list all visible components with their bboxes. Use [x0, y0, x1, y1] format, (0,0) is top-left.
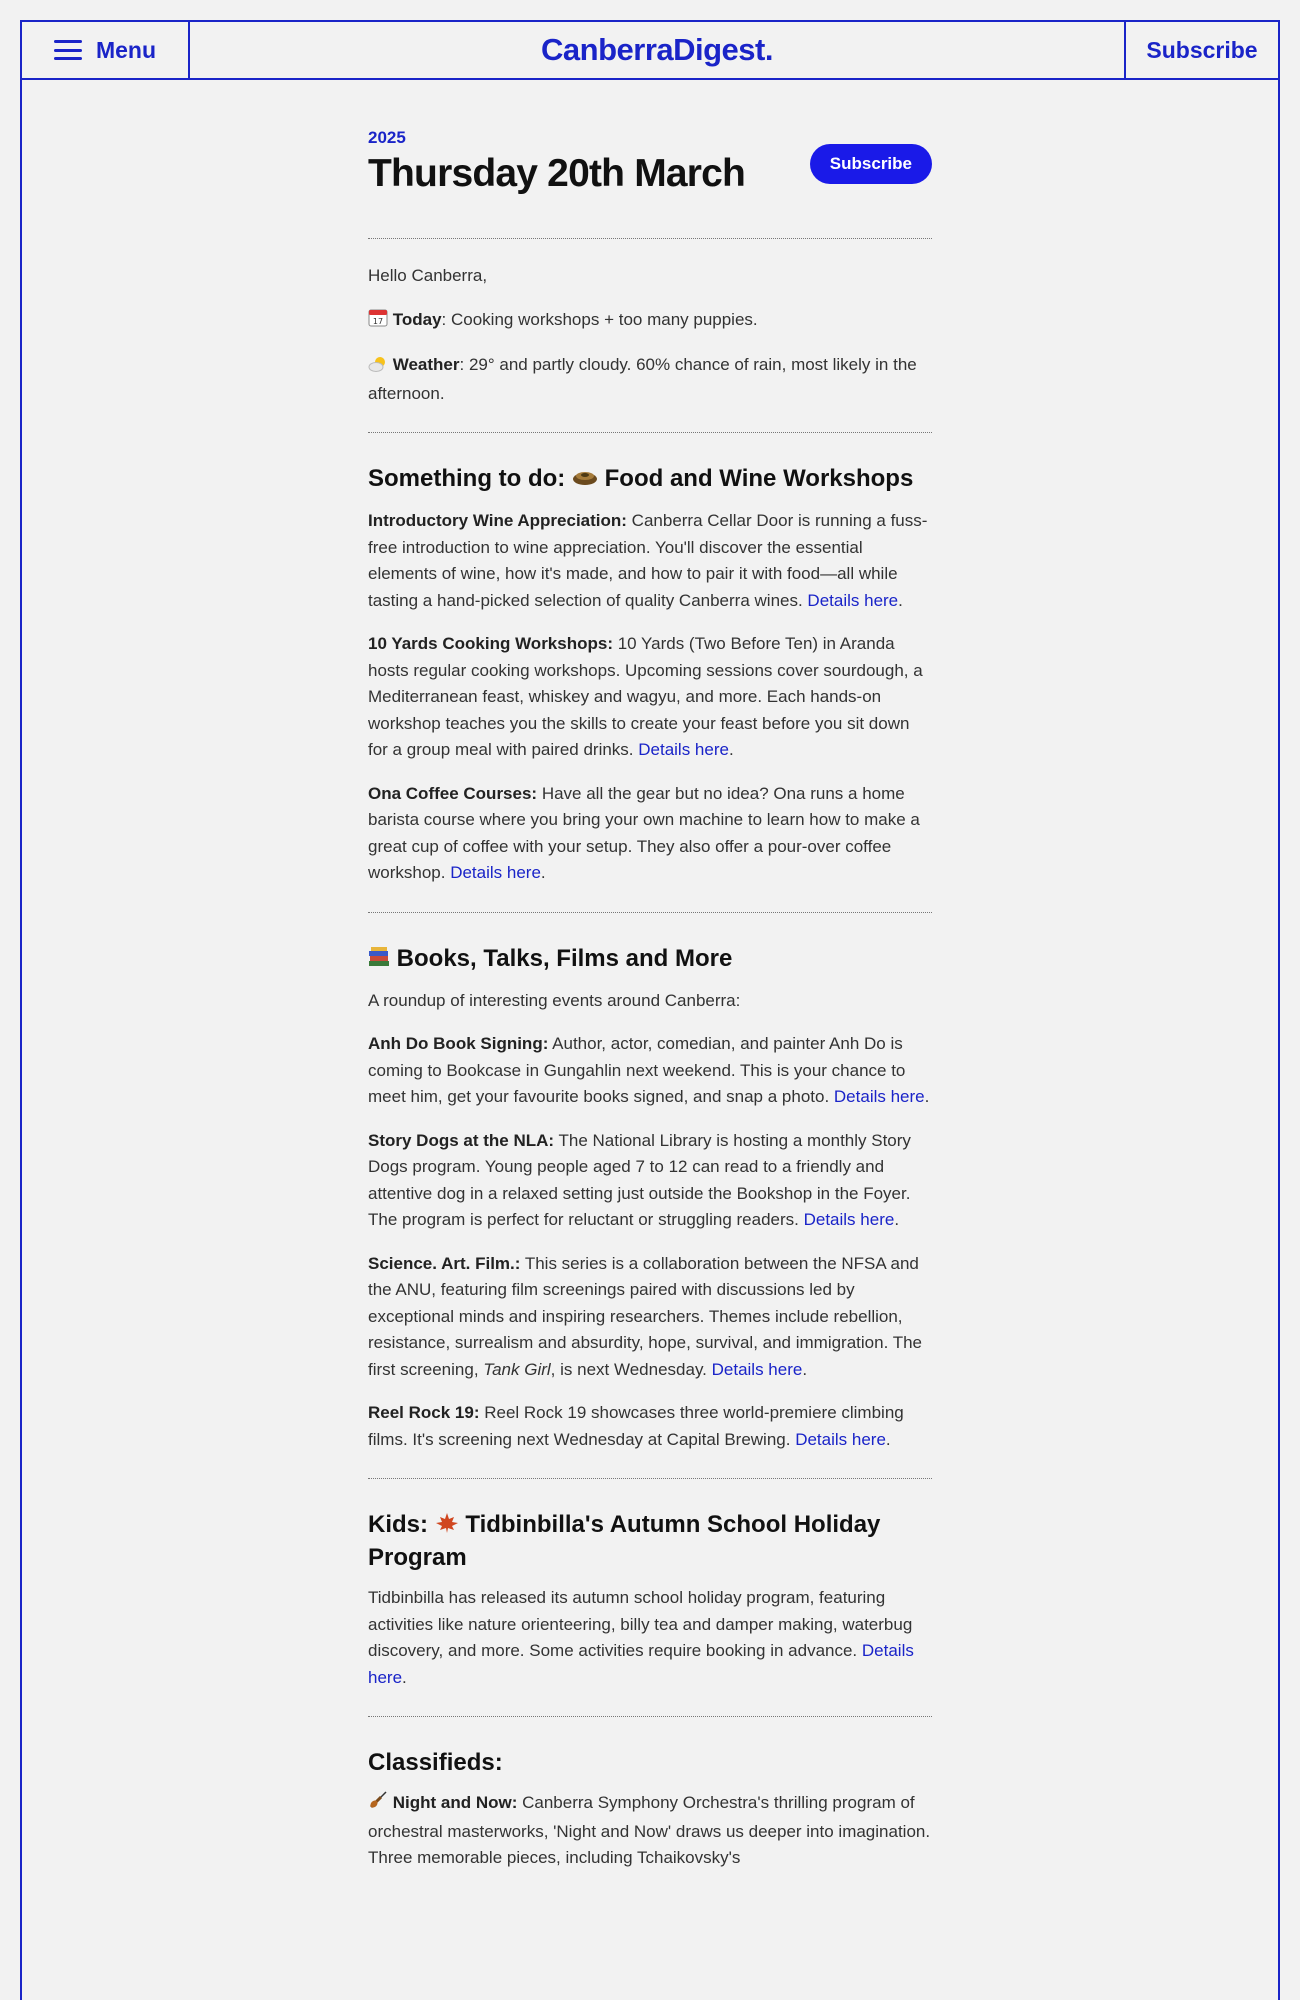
- event-item: Reel Rock 19: Reel Rock 19 showcases three world-premiere climbing films. It's screening next Wednesday at Capital Brewing. Details here.: [368, 1403, 904, 1449]
- subscribe-button[interactable]: Subscribe: [810, 144, 932, 184]
- food-item: 10 Yards Cooking Workshops: 10 Yards (Two Before Ten) in Aranda hosts regular cooking workshops. Upcoming sessions cover sourdough, a Mediterranean feast, whiskey and wagyu, and more. Each hands-on workshop teaches you the skills to create your feast before you sit down for a group meal with paired drinks. Details here.: [368, 634, 923, 759]
- food-item: Introductory Wine Appreciation: Canberra Cellar Door is running a fuss-free introduction to wine appreciation. You'll discover the essential elements of wine, how it's made, and how to pair it with food—all while tasting a hand-picked selection of quality Canberra wines. Details here.: [368, 511, 928, 610]
- kids-heading-suffix: Tidbinbilla's Autumn School Holiday Program: [368, 1511, 881, 1571]
- event-text: The National Library is hosting a monthly Story Dogs program. Young people aged 7 to 12 can read to a friendly and attentive dog in a relaxed setting just outside the Bookshop in the Foyer. The program is perfect for reluctant or struggling readers.: [368, 1130, 911, 1229]
- books-heading-text: Books, Talks, Films and More: [390, 944, 733, 972]
- food-item-label: 10 Yards Cooking Workshops:: [368, 634, 613, 653]
- kids-heading-prefix: Kids:: [368, 1511, 435, 1538]
- food-heading-suffix: Food and Wine Workshops: [597, 465, 914, 492]
- details-link[interactable]: Details here: [795, 1429, 886, 1449]
- classified-text: Canberra Symphony Orchestra's thrilling program of orchestral masterworks, 'Night and Now' draws us deeper into imagination. Three memorable pieces, including Tchaikovsky's: [368, 1793, 931, 1867]
- food-item: Ona Coffee Courses: Have all the gear but no idea? Ona runs a home barista course where you bring your own machine to learn how to make a great cup of coffee with your setup. They also offer a pour-over coffee workshop. Details here.: [368, 783, 920, 882]
- event-text: Reel Rock 19 showcases three world-premiere climbing films. It's screening next Wednesday at Capital Brewing.: [368, 1403, 904, 1449]
- details-link[interactable]: Details here: [368, 1641, 914, 1687]
- food-item-text: 10 Yards (Two Before Ten) in Aranda hosts regular cooking workshops. Upcoming sessions cover sourdough, a Mediterranean feast, whiskey and wagyu, and more. Each hands-on workshop teaches you the skills to create your feast before you sit down for a group meal with paired drinks.: [368, 634, 923, 759]
- details-link[interactable]: Details here: [833, 1087, 925, 1106]
- page-title: Thursday 20th March: [368, 152, 746, 195]
- books-icon: [368, 945, 390, 976]
- food-item-label: Ona Coffee Courses:: [368, 783, 538, 803]
- event-item: Science. Art. Film.: This series is a collaboration between the NFSA and the ANU, featuring film screenings paired with discussions led by exceptional minds and inspiring researchers. Themes include rebellion, resistance, surrealism and absurdity, hope, survival, and immigration. The first screening, Tank Girl, is next Wednesday. Details here.: [368, 1253, 923, 1379]
- greeting: Hello Canberra,: [368, 266, 488, 285]
- weather-text: : 29° and partly cloudy. 60% chance of rain, most likely in the afternoon.: [368, 355, 917, 403]
- hamburger-icon: [54, 40, 82, 60]
- dumpling-bowl-icon: [572, 465, 598, 496]
- food-item-label: Introductory Wine Appreciation:: [368, 511, 627, 530]
- classifieds-heading: Classifieds:: [368, 1749, 503, 1776]
- newsletter-content: [368, 128, 932, 1897]
- food-section: [368, 433, 932, 912]
- details-link[interactable]: Details here: [807, 590, 899, 610]
- event-item: Story Dogs at the NLA: The National Library is hosting a monthly Story Dogs program. Young people aged 7 to 12 can read to a friendly and attentive dog in a relaxed setting just outside the Bookshop in the Foyer. The program is perfect for reluctant or struggling readers. Details here.: [368, 1130, 911, 1229]
- details-link[interactable]: Details here: [450, 863, 541, 882]
- event-text: This series is a collaboration between the NFSA and the ANU, featuring film screenings paired with discussions led by exceptional minds and inspiring researchers. Themes include rebellion, resistance, surrealism and absurdity, hope, survival, and immigration. The first screening,: [368, 1253, 923, 1379]
- classified-item: [368, 1790, 932, 1872]
- food-item-text: Canberra Cellar Door is running a fuss-free introduction to wine appreciation. You'll discover the essential elements of wine, how it's made, and how to pair it with food—all while tasting a hand-picked selection of quality Canberra wines.: [368, 511, 928, 610]
- issue-year: 2025: [368, 128, 406, 147]
- weather-label: Weather: [392, 355, 460, 374]
- svg-text:17: 17: [372, 316, 384, 326]
- books-section: [368, 913, 932, 1479]
- classified-label: Night and Now:: [392, 1793, 518, 1812]
- food-heading-prefix: Something to do:: [368, 465, 572, 492]
- today-text: : Cooking workshops + too many puppies.: [441, 309, 758, 329]
- maple-leaf-icon: [435, 1511, 459, 1542]
- intro-section: [368, 239, 932, 432]
- title-row: [368, 152, 932, 196]
- event-label: Reel Rock 19:: [368, 1403, 480, 1422]
- today-line: [368, 307, 932, 336]
- books-intro: A roundup of interesting events around Canberra:: [368, 990, 741, 1010]
- details-link[interactable]: Details here: [638, 740, 729, 759]
- details-link[interactable]: Details here: [711, 1359, 803, 1379]
- books-heading: [368, 943, 932, 976]
- violin-icon: [368, 1790, 388, 1819]
- event-label: Anh Do Book Signing:: [368, 1034, 549, 1053]
- event-text: Author, actor, comedian, and painter Anh Do is coming to Bookcase in Gungahlin next weekend. This is your chance to meet him, get your favourite books signed, and snap a photo.: [368, 1034, 906, 1106]
- event-label: Story Dogs at the NLA:: [368, 1130, 555, 1150]
- event-text: , is next Wednesday.: [550, 1359, 712, 1379]
- menu-button[interactable]: [22, 22, 190, 78]
- menu-label: Menu: [95, 36, 157, 63]
- kids-text: Tidbinbilla has released its autumn school holiday program, featuring activities like nature orienteering, billy tea and damper making, waterbug discovery, and more. Some activities require booking in advance. Details here.: [368, 1588, 914, 1687]
- event-item: Anh Do Book Signing: Author, actor, comedian, and painter Anh Do is coming to Bookcase in Gungahlin next weekend. This is your chance to meet him, get your favourite books signed, and snap a photo. Details here.: [368, 1034, 930, 1106]
- food-item-text: Have all the gear but no idea? Ona runs a home barista course where you bring your own machine to learn how to make a great cup of coffee with your setup. They also offer a pour-over coffee workshop.: [368, 783, 920, 882]
- header-subscribe-button[interactable]: Subscribe: [1124, 22, 1278, 78]
- kids-body: Tidbinbilla has released its autumn school holiday program, featuring activities like nature orienteering, billy tea and damper making, waterbug discovery, and more. Some activities require booking in advance.: [368, 1588, 913, 1660]
- kids-heading: [368, 1509, 932, 1573]
- details-link[interactable]: Details here: [803, 1210, 895, 1229]
- calendar-icon: [368, 308, 388, 336]
- event-label: Science. Art. Film.:: [368, 1253, 521, 1273]
- food-heading: [368, 463, 932, 496]
- top-bar: [20, 20, 1280, 80]
- site-logo[interactable]: CanberraDigest.: [541, 32, 773, 67]
- film-title: Tank Girl: [483, 1359, 551, 1379]
- kids-section: [368, 1479, 932, 1716]
- classifieds-section: [368, 1717, 932, 1897]
- today-label: Today: [392, 309, 442, 329]
- sun-behind-cloud-icon: [368, 354, 388, 381]
- weather-line: [368, 352, 932, 407]
